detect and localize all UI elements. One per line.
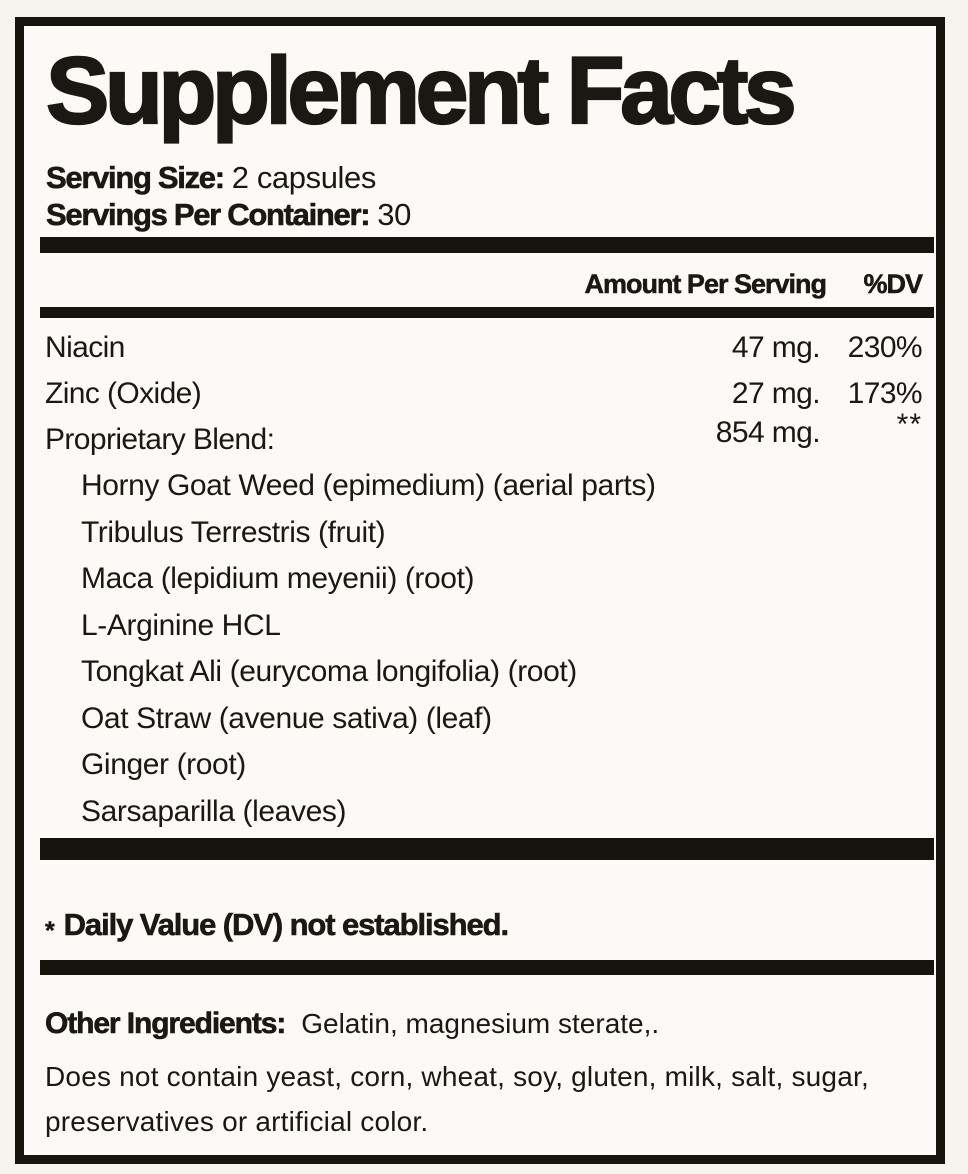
blend-ingredient: Tongkat Ali (eurycoma longifolia) (root) [81,655,577,688]
disclaimer-line-2: preservatives or artificial color. [45,1106,429,1137]
servings-per-container-value: 30 [377,197,411,232]
table-header-dv: %DV [863,269,922,299]
label-title: Supplement Facts [46,38,793,144]
servings-per-container-line [46,196,936,233]
blend-ingredient: Horny Goat Weed (epimedium) (aerial parts) [81,469,656,502]
blend-ingredient: Ginger (root) [81,748,246,781]
divider-medium-header [40,307,934,318]
supplement-label-frame [15,17,945,1164]
other-ingredients-line [45,1002,922,1046]
disclaimer-line-1: Does not contain yeast, corn, wheat, soy, gluten, milk, salt, sugar, [45,1061,869,1092]
contains-disclaimer [45,1054,922,1144]
servings-per-container-label: Servings Per Container: [46,197,370,232]
blend-ingredient: Maca (lepidium meyenii) (root) [81,562,475,595]
blend-ingredient: Tribulus Terrestris (fruit) [81,515,386,549]
table-row [24,325,936,371]
serving-size-label: Serving Size: [46,160,224,195]
nutrient-table [24,325,936,835]
daily-value-footnote [45,905,936,947]
serving-size-value: 2 capsules [231,160,376,195]
other-ingredients-value: Gelatin, magnesium sterate,. [301,1008,660,1039]
daily-value-footnote-text: Daily Value (DV) not established. [63,907,508,942]
nutrient-dv: 173% [847,377,922,410]
nutrient-amount: 27 mg. [731,377,820,410]
blend-ingredient: Oat Straw (avenue sativa) (leaf) [81,701,492,735]
divider-thick-top [40,237,934,253]
nutrient-name: Niacin [45,331,125,364]
divider-medium-footer [40,960,934,975]
asterisk-symbol: * [45,917,54,945]
nutrient-name: Zinc (Oxide) [45,377,202,410]
other-ingredients-label: Other Ingredients: [45,1007,286,1040]
blend-ingredient-list [81,463,936,835]
serving-size-line [46,159,936,196]
table-row-proprietary-blend [24,408,936,463]
blend-ingredient: Sarsaparilla (leaves) [81,794,347,828]
table-header-row [24,268,936,301]
nutrient-dv: 230% [847,331,922,364]
nutrient-dv: ** [896,408,922,441]
supplement-label-content [24,38,936,1174]
blend-ingredient: L-Arginine HCL [81,608,281,642]
serving-info [46,159,936,233]
nutrient-amount: 47 mg. [731,331,820,364]
nutrient-amount: 854 mg. [715,416,820,449]
table-header-amount: Amount Per Serving [584,269,826,299]
divider-thick-bottom [40,838,934,860]
nutrient-name: Proprietary Blend: [45,423,275,456]
